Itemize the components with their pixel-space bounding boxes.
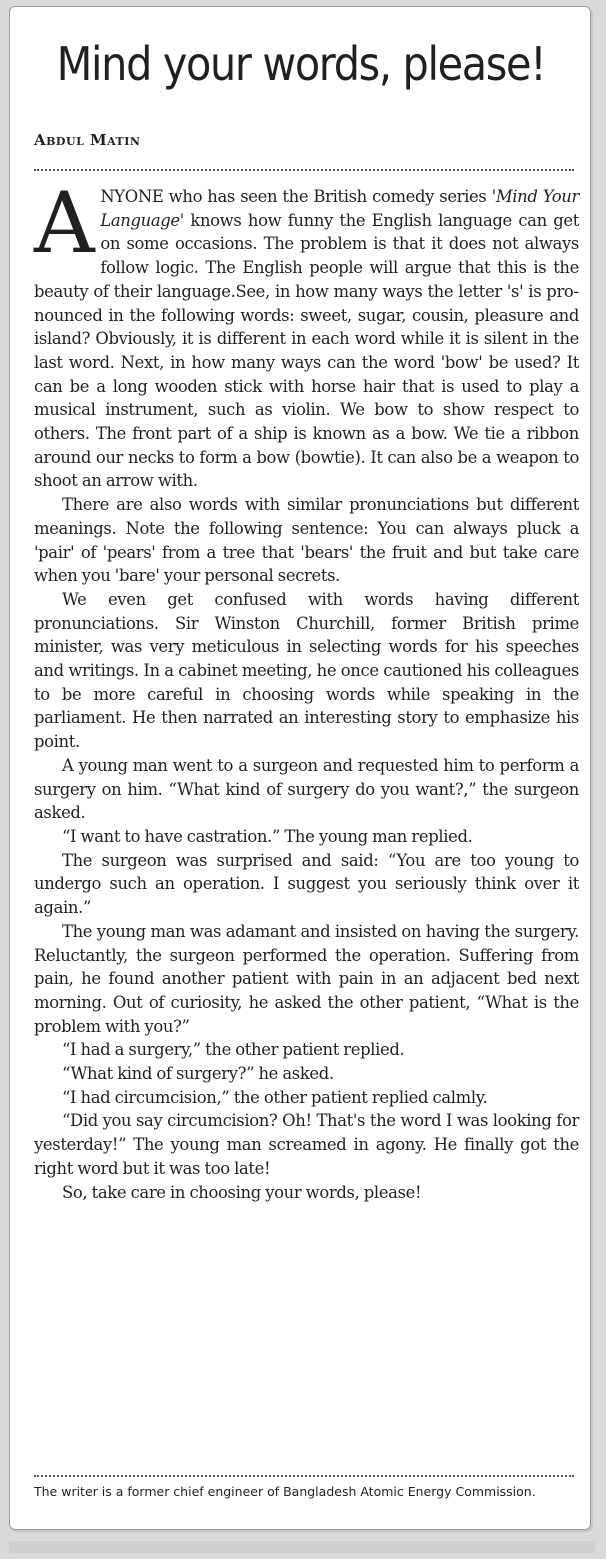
author-footnote: The writer is a former chief engineer of Bangladesh Atomic Energy Commission. [34, 1484, 536, 1499]
article-paragraph [34, 174, 579, 493]
article-card [9, 6, 591, 1530]
article-paragraph: A young man went to a surgeon and requested him to perform a surgery on him. “What kind of surgery do you want?,” the surgeon asked. [34, 755, 579, 823]
article-paragraph: “Did you say circumcision? Oh! That's the word I was looking for yesterday!” The young man screamed in agony. He finally got the right word but it was too late! [34, 1111, 579, 1178]
dotted-divider [34, 1475, 574, 1477]
article-paragraph: So, take care in choosing your words, please! [62, 1182, 422, 1202]
article-paragraph: “I want to have castration.” The young man replied. [62, 826, 473, 846]
page-bottom-bar [9, 1541, 595, 1553]
article-paragraph: “What kind of surgery?” he asked. [62, 1064, 334, 1084]
dotted-divider [34, 169, 574, 171]
article-paragraph: The surgeon was surprised and said: “You are too young to undergo such an operation. I suggest you seriously think over it again.” [34, 850, 579, 918]
byline: Abdul Matin [34, 131, 141, 149]
article-paragraph: We even get confused with words having different pronunciations. Sir Winston Churchill, former British prime minister, was very meticulous in selecting words for his speeches and writings. In a cabinet meeting, he once cautioned his colleagues to be more careful in choosing words while speaking in the parliament. He then narrated an interesting story to emphasize his point. [34, 589, 579, 752]
drop-cap: A [34, 174, 95, 272]
article-body [34, 174, 579, 1204]
article-paragraph: “I had a surgery,” the other patient replied. [62, 1040, 405, 1060]
paragraph-text: NYONE who has seen the British comedy series 'Mind Your Language' knows how funny the English language can get on some occasions. The problem is that it does not always follow logic. The English people will argue that this is the beauty of their language.See, in how many ways the letter 's' is pronounced in the following words: sweet, sugar, cousin, pleasure and island? Obviously, it is different in each word while it is silent in the last word. Next, in how many ways can the word 'bow' be used? It can be a long wooden stick with horse hair that is used to play a musical instrument, such as violin. We bow to show respect to others. The front part of a ship is known as a bow. We tie a ribbon around our necks to form a bow (bowtie). It can also be a weapon to shoot an arrow with. [34, 187, 579, 491]
article-paragraph: “I had circumcision,” the other patient replied calmly. [62, 1087, 488, 1107]
article-paragraph: The young man was adamant and insisted on having the surgery. Reluctantly, the surgeon performed the operation. Suffering from pain, he found another patient with pain in an adjacent bed next morning. Out of curiosity, he asked the other patient, “What is the problem with you?” [34, 921, 579, 1036]
article-paragraph: There are also words with similar pronunciations but different meanings. Note the following sentence: You can always pluck a 'pair' of 'pears' from a tree that 'bears' the fruit and but take care when you 'bare' your personal secrets. [34, 495, 579, 586]
headline: Mind your words, please! [56, 37, 546, 91]
